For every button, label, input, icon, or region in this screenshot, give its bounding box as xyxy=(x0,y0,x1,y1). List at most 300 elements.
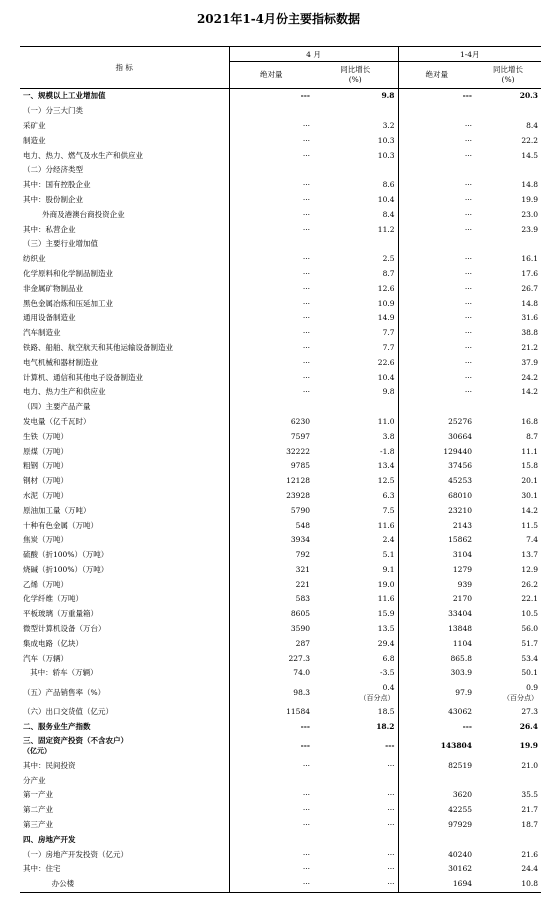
ytd-abs-value: 1279 xyxy=(452,564,472,574)
table-row xyxy=(20,533,541,548)
april-yoy-value: 8.4 xyxy=(313,207,398,222)
table-row xyxy=(20,577,541,592)
row-label: 发电量（亿千瓦时） xyxy=(20,415,229,430)
april-abs-value xyxy=(229,400,313,415)
april-abs-value xyxy=(229,832,313,847)
ytd-yoy-value: 23.0 xyxy=(521,209,539,219)
april-abs-value: ··· xyxy=(302,283,310,293)
table-row xyxy=(20,666,541,681)
april-abs-value xyxy=(229,163,313,178)
ytd-yoy-value: 14.2 xyxy=(521,505,539,515)
ytd-abs-value: ··· xyxy=(464,268,472,278)
row-label: 第一产业 xyxy=(20,788,229,803)
april-yoy-value: --- xyxy=(313,734,398,758)
april-yoy-value: 9.8 xyxy=(313,89,398,104)
ytd-yoy-value: 35.5 xyxy=(521,790,539,800)
row-label: （六）出口交货值（亿元） xyxy=(20,705,229,720)
april-yoy-value: 10.9 xyxy=(313,296,398,311)
row-label: 化学纤维（万吨） xyxy=(20,592,229,607)
april-yoy-value: 12.6 xyxy=(313,281,398,296)
ytd-abs-value: ··· xyxy=(464,298,472,308)
table-row xyxy=(20,773,541,788)
ytd-yoy-value: 11.1 xyxy=(521,446,539,456)
ytd-abs-value: ··· xyxy=(464,357,472,367)
row-label: 三、固定资产投资（不含农户） （亿元） xyxy=(20,734,229,758)
april-yoy-value: -3.5 xyxy=(313,666,398,681)
row-label: 四、房地产开发 xyxy=(20,832,229,847)
ytd-abs-value: 30162 xyxy=(448,864,472,874)
ytd-yoy-value: 50.1 xyxy=(521,668,539,678)
ytd-abs-value: 143804 xyxy=(440,741,472,751)
ytd-yoy-value: 14.8 xyxy=(521,180,539,190)
ytd-abs-value: 68010 xyxy=(448,490,472,500)
row-label: 钢材（万吨） xyxy=(20,474,229,489)
april-yoy-value xyxy=(313,832,398,847)
april-yoy-value xyxy=(313,400,398,415)
april-yoy-value: 10.3 xyxy=(313,133,398,148)
april-yoy-value xyxy=(313,104,398,119)
row-label: （二）分经济类型 xyxy=(20,163,229,178)
ytd-yoy-value: 23.9 xyxy=(521,224,539,234)
ytd-abs-value: 13848 xyxy=(448,624,472,634)
april-yoy-value: 14.9 xyxy=(313,311,398,326)
april-abs-value: ··· xyxy=(302,387,310,397)
ytd-yoy-value: 27.3 xyxy=(521,707,539,717)
april-yoy-value: 6.8 xyxy=(313,651,398,666)
row-label: 通用设备制造业 xyxy=(20,311,229,326)
april-yoy-value: ··· xyxy=(313,818,398,833)
ytd-abs-value xyxy=(398,104,475,119)
april-abs-value: --- xyxy=(300,91,310,101)
april-abs-value: --- xyxy=(300,741,310,751)
ytd-abs-value: ··· xyxy=(464,283,472,293)
ytd-yoy-value: 13.7 xyxy=(521,550,539,560)
ytd-yoy-value: 53.4 xyxy=(521,653,539,663)
row-label: 粗钢（万吨） xyxy=(20,459,229,474)
row-label: 平板玻璃（万重量箱） xyxy=(20,607,229,622)
april-yoy-value: ··· xyxy=(313,803,398,818)
april-abs-value: ··· xyxy=(302,342,310,352)
april-abs-value: ··· xyxy=(302,298,310,308)
ytd-abs-value: 43062 xyxy=(448,707,472,717)
april-yoy-value: 11.6 xyxy=(313,592,398,607)
row-label: 黑色金属冶炼和压延加工业 xyxy=(20,296,229,311)
table-row xyxy=(20,459,541,474)
row-label: 其中：民间投资 xyxy=(20,758,229,773)
table-row xyxy=(20,133,541,148)
ytd-abs-value: 82519 xyxy=(448,760,472,770)
table-row xyxy=(20,415,541,430)
april-abs-value: 12128 xyxy=(286,476,310,486)
table-row xyxy=(20,705,541,720)
ytd-yoy-value xyxy=(475,104,541,119)
table-row xyxy=(20,178,541,193)
row-label: （四）主要产品产量 xyxy=(20,400,229,415)
april-yoy-value: 7.7 xyxy=(313,326,398,341)
yoy-header-april: 同比增长 (%) xyxy=(313,62,398,89)
ytd-abs-value: 303.9 xyxy=(450,668,472,678)
table-row xyxy=(20,148,541,163)
april-yoy-value: 7.7 xyxy=(313,341,398,356)
table-row xyxy=(20,592,541,607)
april-abs-value: 548 xyxy=(295,520,310,530)
april-yoy-value: 2.4 xyxy=(313,533,398,548)
table-row xyxy=(20,252,541,267)
row-label: 二、服务业生产指数 xyxy=(20,720,229,735)
april-abs-value: ··· xyxy=(302,180,310,190)
row-label: （五）产品销售率（%） xyxy=(20,681,229,705)
april-yoy-value: ··· xyxy=(313,788,398,803)
april-yoy-value: 11.6 xyxy=(313,518,398,533)
table-row xyxy=(20,237,541,252)
table-row xyxy=(20,207,541,222)
row-label: 第二产业 xyxy=(20,803,229,818)
april-abs-value: ··· xyxy=(302,120,310,130)
ytd-abs-value: 2143 xyxy=(452,520,472,530)
april-yoy-value: 19.0 xyxy=(313,577,398,592)
april-abs-value: ··· xyxy=(302,328,310,338)
table-row xyxy=(20,832,541,847)
april-abs-value: ··· xyxy=(302,820,310,830)
ytd-yoy-value: 16.8 xyxy=(521,416,539,426)
april-yoy-value: ··· xyxy=(313,862,398,877)
row-label: 原油加工量（万吨） xyxy=(20,503,229,518)
table-row xyxy=(20,311,541,326)
ytd-yoy-value: 10.8 xyxy=(475,877,541,892)
row-label: 十种有色金属（万吨） xyxy=(20,518,229,533)
table-row xyxy=(20,104,541,119)
april-yoy-value: 5.1 xyxy=(313,548,398,563)
april-yoy-value: ··· xyxy=(313,847,398,862)
ytd-abs-value: ··· xyxy=(464,194,472,204)
table-row xyxy=(20,503,541,518)
ytd-yoy-value: 0.9 （百分点） xyxy=(503,682,539,702)
table-row xyxy=(20,607,541,622)
table-row xyxy=(20,862,541,877)
row-label: 其中：住宅 xyxy=(20,862,229,877)
row-label: 汽车制造业 xyxy=(20,326,229,341)
ytd-yoy-value: 37.9 xyxy=(521,357,539,367)
ytd-yoy-value: 22.2 xyxy=(521,135,539,145)
ytd-yoy-value: 14.5 xyxy=(521,150,539,160)
april-yoy-value xyxy=(313,773,398,788)
row-label: 电气机械和器材制造业 xyxy=(20,355,229,370)
april-abs-value: ··· xyxy=(302,372,310,382)
april-yoy-value: 9.1 xyxy=(313,563,398,578)
april-abs-value: 321 xyxy=(295,564,310,574)
april-abs-value: 74.0 xyxy=(293,668,310,678)
ytd-yoy-value xyxy=(475,400,541,415)
ytd-abs-value: ··· xyxy=(464,120,472,130)
ytd-abs-value: 97.9 xyxy=(455,687,472,697)
row-label: 第三产业 xyxy=(20,818,229,833)
ytd-yoy-value xyxy=(475,163,541,178)
april-yoy-value: 9.8 xyxy=(313,385,398,400)
table-row xyxy=(20,489,541,504)
row-label: 采矿业 xyxy=(20,119,229,134)
row-label: 纺织业 xyxy=(20,252,229,267)
table-row xyxy=(20,681,541,705)
april-abs-value: ··· xyxy=(302,760,310,770)
ytd-yoy-value: 24.2 xyxy=(521,372,539,382)
april-yoy-value: 10.4 xyxy=(313,193,398,208)
april-abs-value xyxy=(229,104,313,119)
row-label: （一）分三大门类 xyxy=(20,104,229,119)
table-row xyxy=(20,847,541,862)
april-abs-value: 227.3 xyxy=(288,653,310,663)
row-label: 外商及港澳台商投资企业 xyxy=(20,207,229,222)
ytd-yoy-value: 21.7 xyxy=(521,805,539,815)
april-abs-value: ··· xyxy=(302,313,310,323)
table-row xyxy=(20,370,541,385)
ytd-yoy-value xyxy=(475,773,541,788)
row-label: 电力、热力、燃气及水生产和供应业 xyxy=(20,148,229,163)
row-label: 焦炭（万吨） xyxy=(20,533,229,548)
april-yoy-value: 2.5 xyxy=(313,252,398,267)
april-yoy-value: 8.6 xyxy=(313,178,398,193)
ytd-abs-value: 865.8 xyxy=(450,653,472,663)
table-row xyxy=(20,326,541,341)
ytd-abs-value xyxy=(398,237,475,252)
table-row xyxy=(20,193,541,208)
page-title: 2021年1-4月份主要指标数据 xyxy=(196,12,361,26)
april-yoy-value: 29.4 xyxy=(313,636,398,651)
april-abs-value: ··· xyxy=(302,849,310,859)
row-label: 烧碱（折100%）（万吨） xyxy=(20,563,229,578)
april-abs-value: 6230 xyxy=(290,416,310,426)
ytd-abs-value: 30664 xyxy=(448,431,472,441)
ytd-abs-value: 939 xyxy=(457,579,472,589)
ytd-yoy-value: 26.4 xyxy=(519,722,539,732)
ytd-abs-value: 33404 xyxy=(448,609,472,619)
ytd-yoy-value: 7.4 xyxy=(526,535,539,545)
table-row xyxy=(20,877,541,892)
ytd-yoy-value: 15.8 xyxy=(521,461,539,471)
ytd-abs-value: ··· xyxy=(464,372,472,382)
ytd-yoy-value: 12.9 xyxy=(521,564,539,574)
ytd-abs-value: ··· xyxy=(464,150,472,160)
row-label: 生铁（万吨） xyxy=(20,429,229,444)
row-label: 原煤（万吨） xyxy=(20,444,229,459)
april-abs-value: ··· xyxy=(302,209,310,219)
april-yoy-value: 13.5 xyxy=(313,622,398,637)
row-label: 其中：国有控股企业 xyxy=(20,178,229,193)
row-label: 其中：私营企业 xyxy=(20,222,229,237)
indicator-table xyxy=(20,46,541,893)
ytd-yoy-value: 16.1 xyxy=(521,254,539,264)
ytd-yoy-value: 8.7 xyxy=(526,431,539,441)
ytd-abs-value: 3104 xyxy=(452,550,472,560)
april-yoy-value: 3.2 xyxy=(313,119,398,134)
april-yoy-value: 6.3 xyxy=(313,489,398,504)
row-label: 水泥（万吨） xyxy=(20,489,229,504)
ytd-abs-value: 129440 xyxy=(443,446,472,456)
ytd-yoy-value: 20.3 xyxy=(519,91,539,101)
ytd-abs-value: 97929 xyxy=(448,820,472,830)
april-yoy-value: 13.4 xyxy=(313,459,398,474)
jan-apr-header: 1-4月 xyxy=(398,47,541,62)
april-abs-value: ··· xyxy=(302,135,310,145)
april-yoy-value: 3.8 xyxy=(313,429,398,444)
april-abs-value: 8605 xyxy=(290,609,310,619)
ytd-abs-value: 1104 xyxy=(452,638,472,648)
ytd-yoy-value: 26.7 xyxy=(521,283,539,293)
ytd-abs-value: 15862 xyxy=(448,535,472,545)
april-abs-value: 287 xyxy=(295,638,310,648)
april-abs-value: 3934 xyxy=(290,535,310,545)
ytd-yoy-value xyxy=(475,832,541,847)
april-header: 4 月 xyxy=(229,47,398,62)
ytd-yoy-value: 56.0 xyxy=(521,624,539,634)
table-row xyxy=(20,803,541,818)
table-row xyxy=(20,758,541,773)
ytd-yoy-value: 19.9 xyxy=(519,741,539,751)
ytd-yoy-value: 14.2 xyxy=(521,387,539,397)
april-abs-value: 221 xyxy=(295,579,310,589)
ytd-yoy-value: 30.1 xyxy=(521,490,539,500)
ytd-abs-value: 3620 xyxy=(452,790,472,800)
april-abs-value: ··· xyxy=(302,805,310,815)
indicator-header: 指 标 xyxy=(20,47,229,89)
april-yoy-value: 12.5 xyxy=(313,474,398,489)
table-row xyxy=(20,355,541,370)
ytd-yoy-value: 21.6 xyxy=(521,849,539,859)
april-yoy-value xyxy=(313,163,398,178)
table-row xyxy=(20,651,541,666)
row-label: 非金属矿物制品业 xyxy=(20,281,229,296)
table-row xyxy=(20,818,541,833)
table-row xyxy=(20,444,541,459)
ytd-abs-value: ··· xyxy=(464,313,472,323)
row-label: 制造业 xyxy=(20,133,229,148)
table-row xyxy=(20,622,541,637)
abs-header-april: 绝对量 xyxy=(229,62,313,89)
april-yoy-value: 0.4 （百分点） xyxy=(313,681,398,705)
april-abs-value: ··· xyxy=(302,224,310,234)
row-label: 办公楼 xyxy=(20,877,229,892)
ytd-abs-value: ··· xyxy=(464,224,472,234)
ytd-yoy-value: 19.9 xyxy=(521,194,539,204)
ytd-yoy-value: 22.1 xyxy=(521,594,539,604)
ytd-yoy-value: 20.1 xyxy=(521,476,539,486)
april-abs-value xyxy=(229,773,313,788)
row-label: 其中：轿车（万辆） xyxy=(20,666,229,681)
ytd-yoy-value: 26.2 xyxy=(521,579,539,589)
table-row xyxy=(20,341,541,356)
april-yoy-value: ··· xyxy=(313,877,398,892)
table-row xyxy=(20,734,541,758)
yoy-header-ytd: 同比增长 (%) xyxy=(475,62,541,89)
abs-header-ytd: 绝对量 xyxy=(398,62,475,89)
ytd-abs-value: 2170 xyxy=(452,594,472,604)
table-row xyxy=(20,788,541,803)
ytd-yoy-value: 38.8 xyxy=(521,328,539,338)
ytd-abs-value: 42255 xyxy=(448,805,472,815)
row-label: 一、规模以上工业增加值 xyxy=(20,89,229,104)
ytd-yoy-value: 51.7 xyxy=(521,638,539,648)
table-row xyxy=(20,89,541,104)
ytd-abs-value: --- xyxy=(462,91,472,101)
april-yoy-value: ··· xyxy=(313,758,398,773)
table-row xyxy=(20,400,541,415)
ytd-abs-value: --- xyxy=(462,722,472,732)
ytd-abs-value: ··· xyxy=(464,180,472,190)
table-row xyxy=(20,119,541,134)
april-yoy-value: 11.0 xyxy=(313,415,398,430)
april-abs-value: 7597 xyxy=(290,431,310,441)
row-label: 其中：股份制企业 xyxy=(20,193,229,208)
ytd-abs-value xyxy=(398,163,475,178)
ytd-yoy-value xyxy=(475,237,541,252)
april-yoy-value: 10.4 xyxy=(313,370,398,385)
april-abs-value: ··· xyxy=(302,790,310,800)
april-yoy-value: 18.5 xyxy=(313,705,398,720)
row-label: 电力、热力生产和供应业 xyxy=(20,385,229,400)
table-row xyxy=(20,222,541,237)
april-abs-value: 583 xyxy=(295,594,310,604)
row-label: 乙烯（万吨） xyxy=(20,577,229,592)
table-body xyxy=(20,89,541,893)
ytd-yoy-value: 18.7 xyxy=(521,820,539,830)
table-row xyxy=(20,474,541,489)
row-label: 硫酸（折100%）（万吨） xyxy=(20,548,229,563)
ytd-abs-value: 23210 xyxy=(448,505,472,515)
ytd-yoy-value: 31.6 xyxy=(521,313,539,323)
april-yoy-value: 22.6 xyxy=(313,355,398,370)
ytd-abs-value: 25276 xyxy=(448,416,472,426)
april-abs-value: ··· xyxy=(302,864,310,874)
ytd-yoy-value: 8.4 xyxy=(526,120,539,130)
april-abs-value: ··· xyxy=(302,254,310,264)
ytd-yoy-value: 24.4 xyxy=(521,864,539,874)
april-yoy-value: -1.8 xyxy=(313,444,398,459)
row-label: 化学原料和化学制品制造业 xyxy=(20,267,229,282)
april-abs-value: 5790 xyxy=(290,505,310,515)
table-row xyxy=(20,385,541,400)
table-row xyxy=(20,548,541,563)
april-yoy-value: 8.7 xyxy=(313,267,398,282)
april-yoy-value: 15.9 xyxy=(313,607,398,622)
ytd-abs-value: ··· xyxy=(464,135,472,145)
row-label: 集成电路（亿块） xyxy=(20,636,229,651)
april-abs-value: 9785 xyxy=(290,461,310,471)
table-row xyxy=(20,267,541,282)
april-abs-value xyxy=(229,237,313,252)
ytd-yoy-value: 14.8 xyxy=(521,298,539,308)
ytd-yoy-value: 11.5 xyxy=(521,520,539,530)
ytd-abs-value: ··· xyxy=(464,328,472,338)
table-row xyxy=(20,281,541,296)
april-abs-value: ··· xyxy=(302,150,310,160)
april-abs-value: 32222 xyxy=(286,446,310,456)
april-yoy-value: 11.2 xyxy=(313,222,398,237)
april-yoy-value: 18.2 xyxy=(313,720,398,735)
ytd-abs-value: ··· xyxy=(464,342,472,352)
ytd-yoy-value: 21.0 xyxy=(521,760,539,770)
table-row xyxy=(20,720,541,735)
table-row xyxy=(20,163,541,178)
april-abs-value: 11584 xyxy=(286,707,310,717)
table-row xyxy=(20,296,541,311)
april-abs-value: 3590 xyxy=(290,624,310,634)
row-label: 微型计算机设备（万台） xyxy=(20,622,229,637)
ytd-yoy-value: 17.6 xyxy=(521,268,539,278)
april-abs-value: ··· xyxy=(302,268,310,278)
row-label: 计算机、通信和其他电子设备制造业 xyxy=(20,370,229,385)
april-abs-value: ··· xyxy=(229,877,313,892)
row-label: （三）主要行业增加值 xyxy=(20,237,229,252)
ytd-abs-value: 37456 xyxy=(448,461,472,471)
